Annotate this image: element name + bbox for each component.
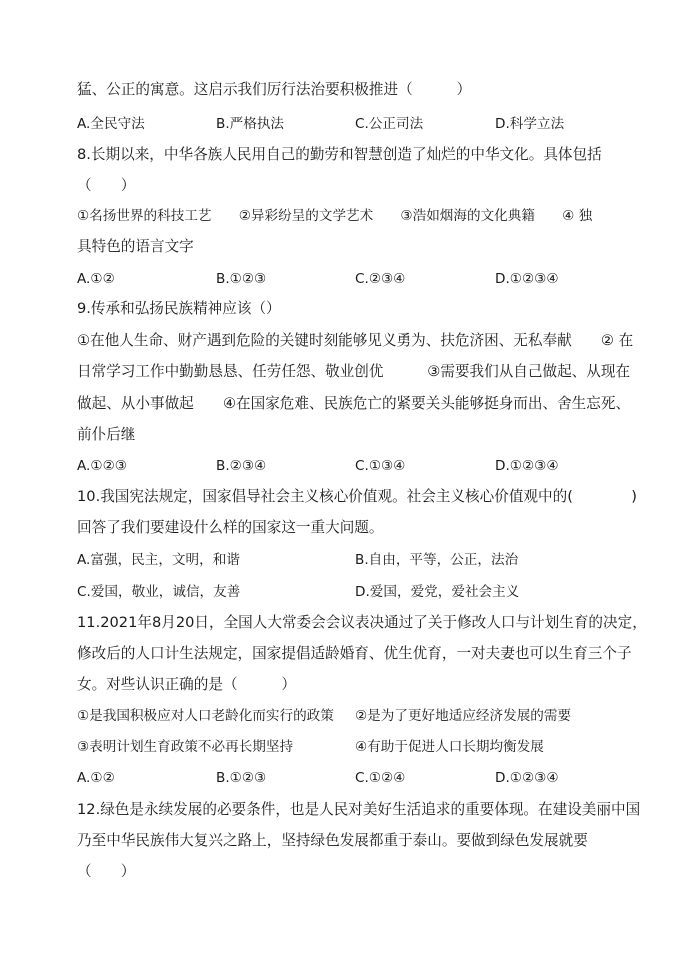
q11-stem-line2: 修改后的人口计生法规定，国家提倡适龄婚育、优生优育，一对夫妻也可以生育三个子 (77, 645, 632, 662)
q10-option-b: B.自由，平等，公正，法治 (355, 552, 519, 568)
q9-option-a: A.①②③ (77, 458, 127, 474)
q12-stem-line2: 乃至中华民族伟大复兴之路上，坚持绿色发展都重于泰山。要做到绿色发展就要 (77, 832, 588, 849)
q9-items-line2: 日常学习工作中勤勤恳恳、任劳任怨、敬业创优 ③需要我们从自己做起、从现在 (77, 363, 631, 380)
q7-stem: 猛、公正的寓意。这启示我们厉行法治要积极推进（ ） (77, 81, 472, 98)
q8-items-line1: ①名扬世界的科技工艺 ②异彩纷呈的文学艺术 ③浩如烟海的文化典籍 ④ 独 (77, 208, 593, 224)
q10-option-d: D.爱国，爱党，爱社会主义 (355, 584, 520, 600)
q9-option-c: C.①③④ (355, 458, 406, 474)
q9-option-b: B.②③④ (216, 458, 267, 474)
q9-items-line4: 前仆后继 (77, 426, 136, 443)
q11-item-3: ③表明计划生育政策不必再长期坚持 (77, 739, 294, 755)
q8-items-line2: 具特色的语言文字 (77, 238, 194, 255)
q9-option-d: D.①②③④ (495, 458, 559, 474)
q10-stem-line2: 回答了我们要建设什么样的国家这一重大问题。 (77, 519, 384, 536)
q9-items-line1: ①在他人生命、财产遇到危险的关键时刻能够见义勇为、扶危济困、无私奉献 ② 在 (77, 332, 634, 349)
q11-stem-line3: 女。对些认识正确的是（ ） (77, 676, 296, 693)
q12-stem-line3: （ ） (77, 863, 136, 880)
q10-option-a: A.富强，民主，文明，和谐 (77, 552, 240, 568)
q8-option-c: C.②③④ (355, 271, 406, 287)
q11-option-c: C.①②④ (355, 770, 406, 786)
q11-option-a: A.①② (77, 770, 115, 786)
q11-option-d: D.①②③④ (495, 770, 559, 786)
q10-stem-line1: 10.我国宪法规定，国家倡导社会主义核心价值观。社会主义核心价值观中的( ) (77, 488, 637, 505)
q7-option-c: C.公正司法 (355, 116, 424, 132)
q8-option-a: A.①② (77, 271, 115, 287)
q11-item-4: ④有助于促进人口长期均衡发展 (355, 739, 544, 755)
q11-item-1: ①是我国积极应对人口老龄化而实行的政策 (77, 708, 334, 724)
q9-items-line3: 做起、从小事做起 ④在国家危难、民族危亡的紧要关头能够挺身而出、舍生忘死、 (77, 395, 631, 412)
q8-option-d: D.①②③④ (495, 271, 559, 287)
q9-stem: 9.传承和弘扬民族精神应该（） (77, 300, 281, 317)
q11-option-b: B.①②③ (216, 770, 267, 786)
q8-stem-line1: 8.长期以来，中华各族人民用自己的勤劳和智慧创造了灿烂的中华文化。具体包括 (77, 146, 602, 163)
q7-option-a: A.全民守法 (77, 116, 145, 132)
q8-stem-line2: （ ） (77, 177, 136, 194)
q7-option-b: B.严格执法 (216, 116, 285, 132)
q11-stem-line1: 11.2021年8月20日，全国人大常委会会议表决通过了关于修改人口与计划生育的决定， (77, 614, 647, 631)
q11-item-2: ②是为了更好地适应经济发展的需要 (355, 708, 572, 724)
q10-option-c: C.爱国，敬业，诚信，友善 (77, 584, 241, 600)
q12-stem-line1: 12.绿色是永续发展的必要条件，也是人民对美好生活追求的重要体现。在建设美丽中国 (77, 801, 641, 818)
q8-option-b: B.①②③ (216, 271, 267, 287)
q7-option-d: D.科学立法 (495, 116, 565, 132)
